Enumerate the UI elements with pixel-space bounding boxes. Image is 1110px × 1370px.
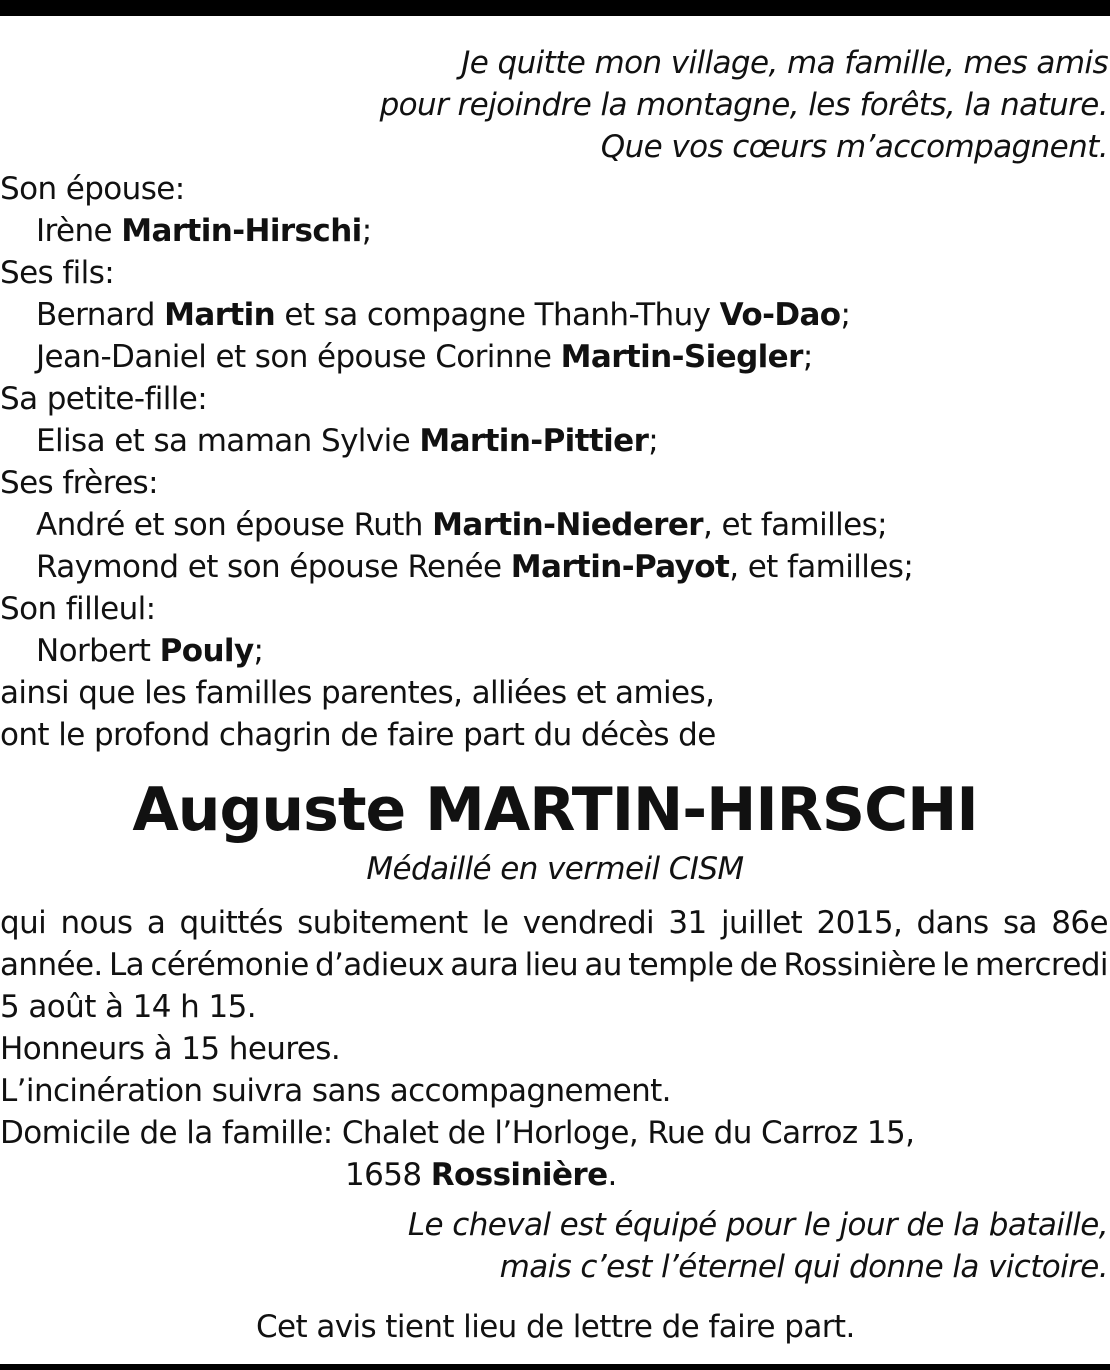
top-rule [0,0,1110,16]
cremation-line: L’incinération suivra sans accompagnement. [0,1073,671,1109]
word: mercredi [974,947,1108,983]
word: vendredi [522,905,655,941]
granddaughter-prefix: Elisa et sa maman Sylvie [36,423,411,459]
granddaughter-label: Sa petite-fille: [0,381,208,417]
granddaughter-entry [36,420,658,462]
word: au [584,947,622,983]
word: d’adieux [314,947,445,983]
granddaughter-last-name: Martin-Pittier [419,423,649,459]
son-1-partner-text: et sa compagne Thanh-Thuy [284,297,711,333]
spouse-last-name: Martin-Hirschi [121,213,362,249]
details-line-1 [0,902,1108,944]
brother-1-last-name: Martin-Niederer [432,507,703,543]
brother-2-prefix: Raymond et son épouse Renée [36,549,502,585]
word: le [481,905,509,941]
details-line-3: 5 août à 14 h 15. [0,989,256,1025]
family-closing-2: ont le profond chagrin de faire part du décès de [0,717,716,753]
word: quittés [179,905,283,941]
son-1-last-name: Martin [164,297,276,333]
bottom-rule [0,1364,1110,1370]
word: juillet [720,905,803,941]
family-closing-1: ainsi que les familles parentes, alliées et amies, [0,675,715,711]
notice-line: Cet avis tient lieu de lettre de faire part. [256,1309,855,1345]
son-1-end: ; [840,297,851,333]
poem-line-2: pour rejoindre la montagne, les forêts, la nature. [379,87,1108,123]
word: cérémonie [150,947,309,983]
godson-last-name: Pouly [159,633,254,669]
word: sa [1002,905,1037,941]
word: dans [916,905,989,941]
deceased-distinction: Médaillé en vermeil CISM [366,851,744,887]
town-end: . [607,1157,617,1193]
godson-entry [36,630,263,672]
brother-1-end: , et familles; [703,507,888,543]
word: subitement [297,905,468,941]
address-line [345,1154,617,1196]
godson-label: Son filleul: [0,591,156,627]
poem-line-3: Que vos cœurs m’accompagnent. [600,129,1108,165]
deceased-name: Auguste MARTIN-HIRSCHI [132,775,978,845]
son-1-first-name: Bernard [36,297,155,333]
word: La [108,947,145,983]
honours-line: Honneurs à 15 heures. [0,1031,341,1067]
word: a [146,905,166,941]
closing-quote-line-2: mais c’est l’éternel qui donne la victoire. [499,1249,1108,1285]
spouse-first-name: Irène [36,213,112,249]
word: nous [60,905,133,941]
word: le [942,947,969,983]
word: 2015, [816,905,903,941]
word: Rossinière [783,947,936,983]
son-1-partner-last-name: Vo-Dao [719,297,841,333]
town-name: Rossinière [430,1157,608,1193]
word: de [739,947,778,983]
godson-first-name: Norbert [36,633,151,669]
word: 86e [1051,905,1108,941]
sons-label: Ses fils: [0,255,115,291]
postcode: 1658 [345,1157,422,1193]
word: année. [0,947,103,983]
word: temple [628,947,734,983]
closing-quote-line-1: Le cheval est équipé pour le jour de la bataille, [407,1207,1108,1243]
brother-1-prefix: André et son épouse Ruth [36,507,423,543]
brother-2-last-name: Martin-Payot [510,549,730,585]
son-2-last-name: Martin-Siegler [560,339,803,375]
brother-2-entry [36,546,913,588]
domicile-line: Domicile de la famille: Chalet de l’Horloge, Rue du Carroz 15, [0,1115,915,1151]
son-1-entry [36,294,850,336]
son-2-prefix: Jean-Daniel et son épouse Corinne [36,339,552,375]
spouse-label: Son épouse: [0,171,185,207]
poem-line-1: Je quitte mon village, ma famille, mes amis [461,45,1108,81]
brothers-label: Ses frères: [0,465,158,501]
word: lieu [524,947,579,983]
word: qui [0,905,47,941]
brother-1-entry [36,504,887,546]
word: aura [450,947,519,983]
son-2-entry [36,336,813,378]
details-line-2 [0,944,1108,986]
word: 31 [668,905,707,941]
son-2-end: ; [802,339,813,375]
spouse-entry [36,210,372,252]
brother-2-end: , et familles; [729,549,914,585]
spouse-end: ; [361,213,372,249]
godson-end: ; [253,633,264,669]
granddaughter-end: ; [648,423,659,459]
